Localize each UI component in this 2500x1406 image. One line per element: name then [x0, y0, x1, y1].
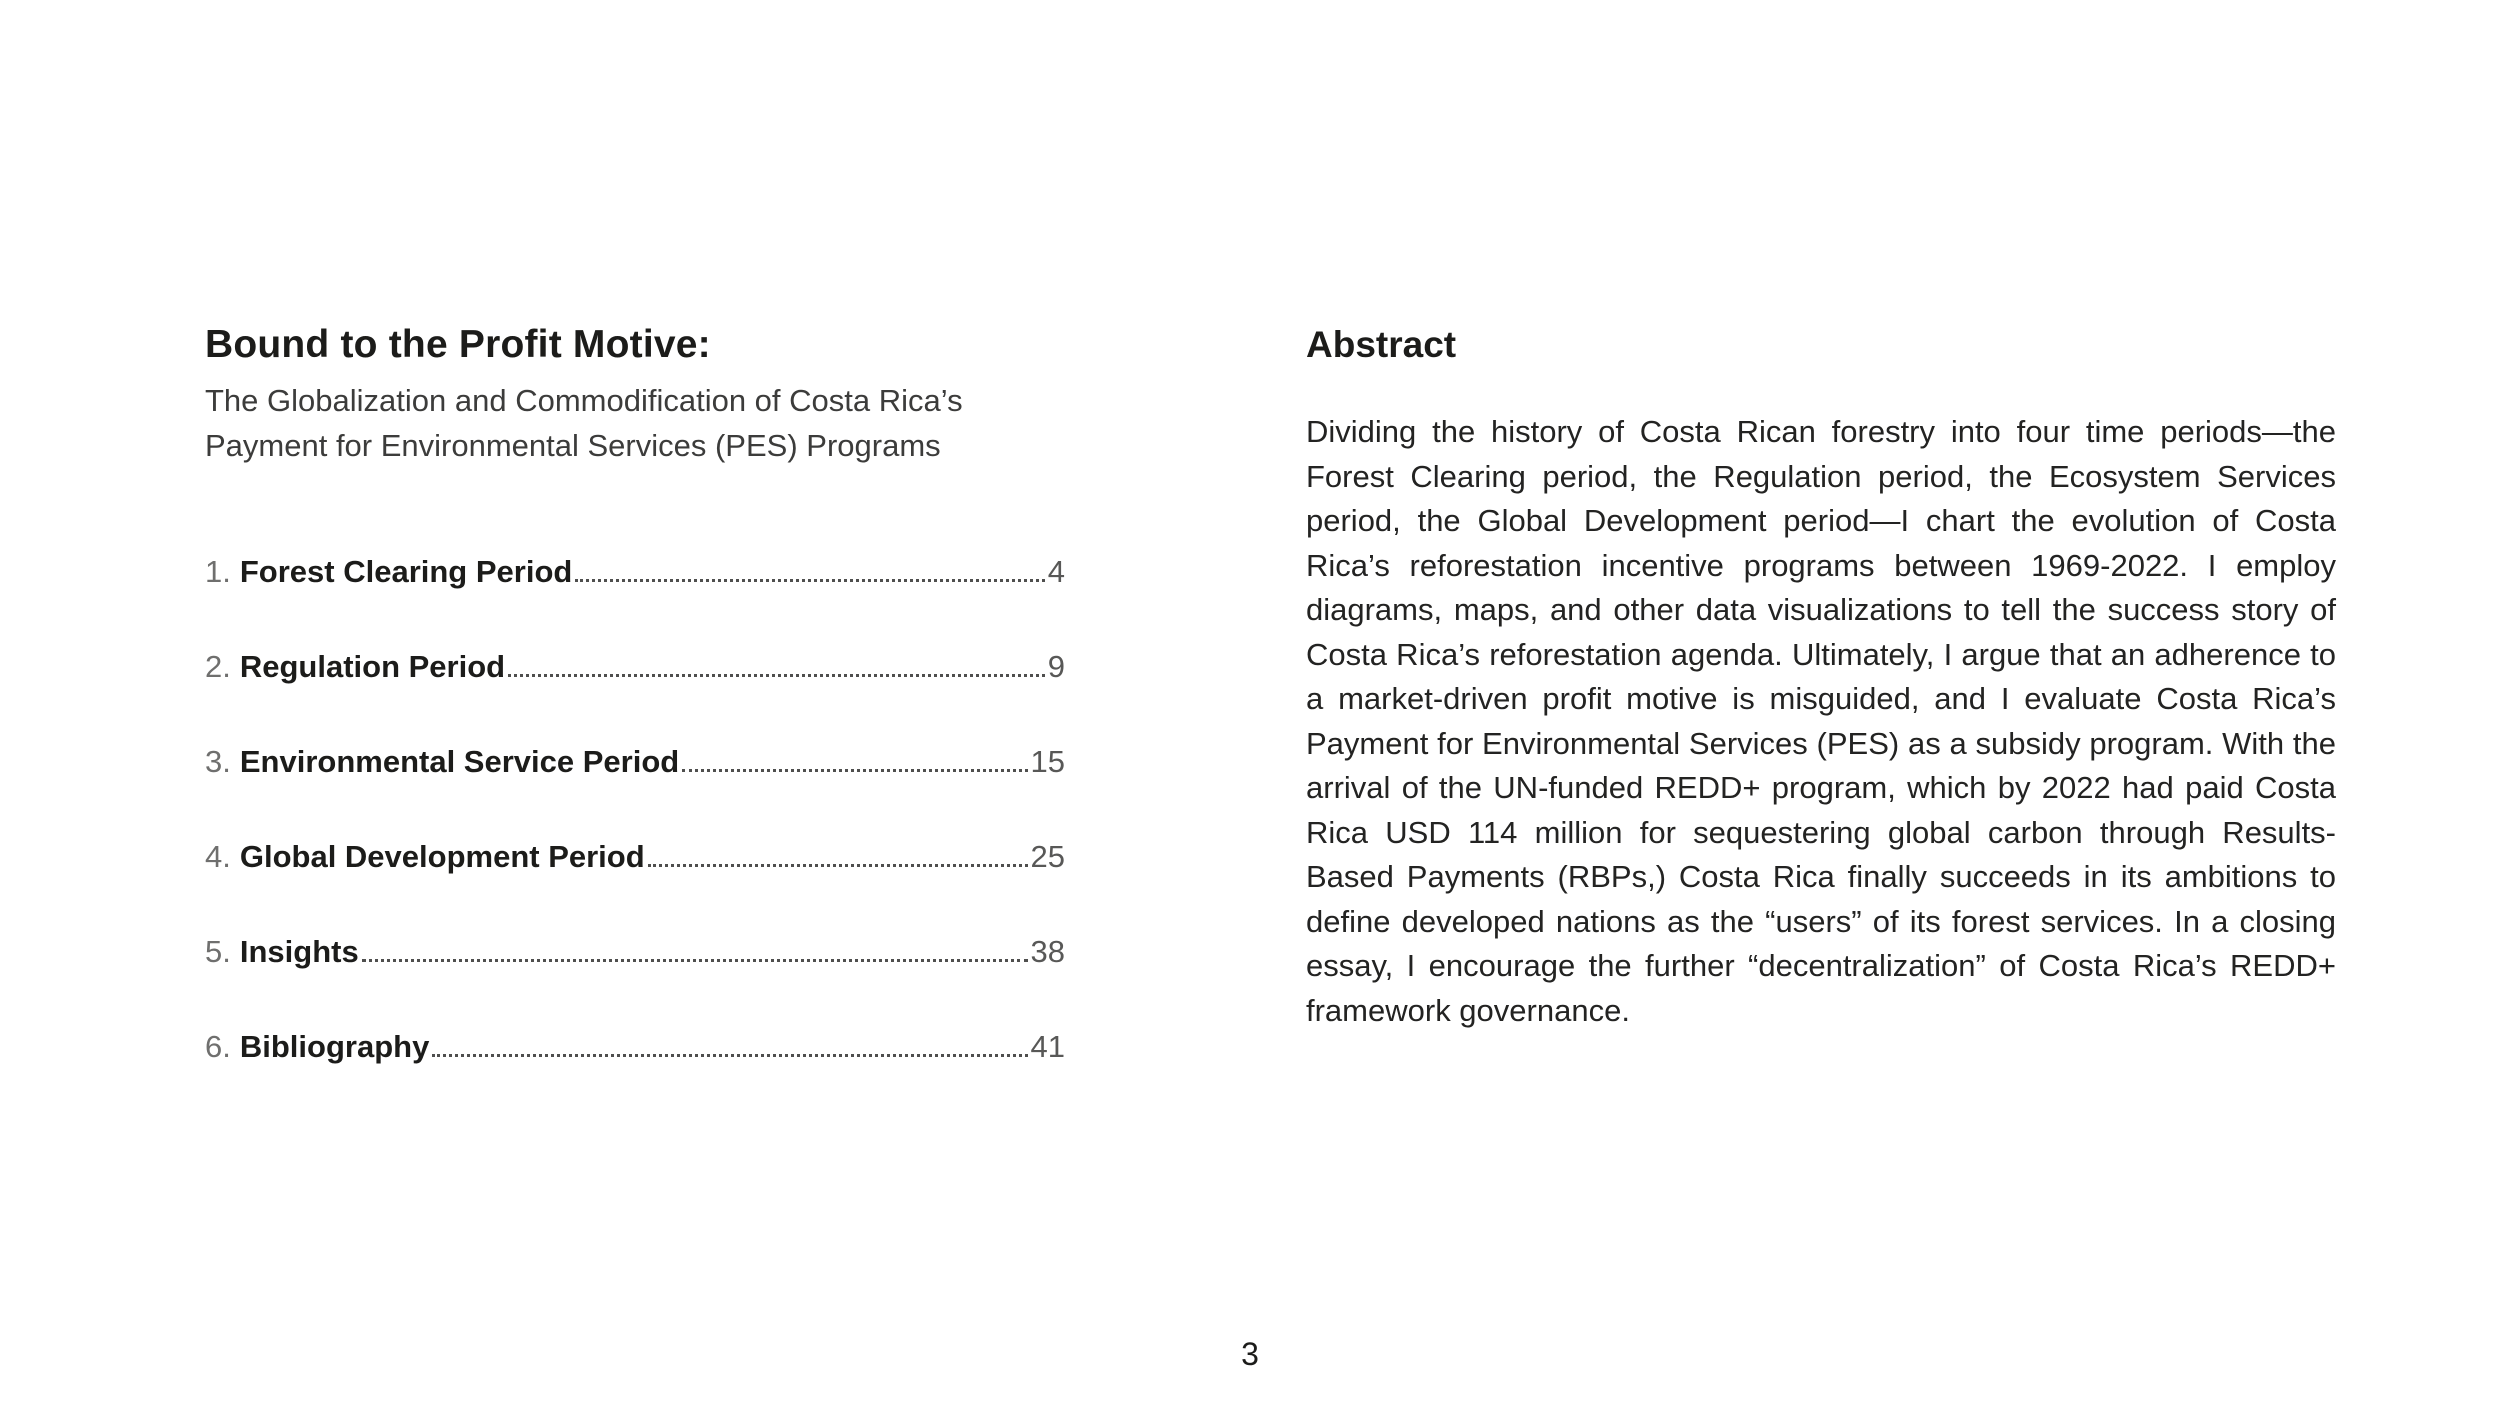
toc-entry-label: Insights [239, 934, 359, 969]
toc-entry-page: 15 [1030, 744, 1065, 779]
toc-entry-label: Environmental Service Period [239, 744, 680, 779]
document-subtitle: The Globalization and Commodification of Costa Rica’s Payment for Environmental Services (PES) Programs [205, 383, 963, 463]
toc-entry-number: 3. [205, 744, 231, 779]
toc-entry-page: 4 [1047, 554, 1065, 589]
toc-entry-page: 9 [1047, 649, 1065, 684]
toc-entry-page: 41 [1030, 1029, 1065, 1064]
title-and-toc-column [205, 320, 1070, 1069]
toc-dot-leader [432, 1054, 1027, 1057]
toc-entry-label: Bibliography [239, 1029, 430, 1064]
toc-entry[interactable] [205, 835, 1065, 879]
abstract-heading: Abstract [1306, 324, 1457, 365]
toc-entry-number: 4. [205, 839, 231, 874]
toc-entry-page: 38 [1030, 934, 1065, 969]
table-of-contents [205, 550, 1065, 1069]
toc-entry-number: 6. [205, 1029, 231, 1064]
document-title: Bound to the Profit Motive: [205, 323, 711, 366]
toc-entry-number: 5. [205, 934, 231, 969]
toc-entry[interactable] [205, 740, 1065, 784]
toc-dot-leader [508, 674, 1045, 677]
toc-entry-label: Regulation Period [239, 649, 506, 684]
toc-entry-number: 1. [205, 554, 231, 589]
toc-entry-page: 25 [1030, 839, 1065, 874]
toc-entry-number: 2. [205, 649, 231, 684]
toc-entry-label: Forest Clearing Period [239, 554, 573, 589]
abstract-column [1306, 320, 2336, 1033]
toc-dot-leader [575, 579, 1044, 582]
toc-entry[interactable] [205, 930, 1065, 974]
abstract-body: Dividing the history of Costa Rican forestry into four time periods—the Forest Clearing period, the Regulation period, the Ecosystem Services period, the Global Development period—I chart the evolution of Costa Rica’s reforestation incentive programs between 1969-2022. I employ diagrams, maps, and other data visualizations to tell the success story of Costa Rica’s reforestation agenda. Ultimately, I argue that an adherence to a market-driven profit motive is misguided, and I evaluate Costa Rica’s Payment for Environmental Services (PES) as a subsidy program. With the arrival of the UN-funded REDD+ program, which by 2022 had paid Costa Rica USD 114 million for sequestering global carbon through Results-Based Payments (RBPs,) Costa Rica finally succeeds in its ambitions to define developed nations as the “users” of its forest services. In a closing essay, I encourage the further “decentralization” of Costa Rica’s REDD+ framework governance. [1306, 414, 2336, 1028]
toc-dot-leader [362, 959, 1028, 962]
toc-entry[interactable] [205, 645, 1065, 689]
toc-entry[interactable] [205, 1025, 1065, 1069]
toc-entry-label: Global Development Period [239, 839, 645, 874]
toc-entry[interactable] [205, 550, 1065, 594]
toc-dot-leader [682, 769, 1027, 772]
page-number: 3 [1241, 1336, 1259, 1372]
toc-dot-leader [648, 864, 1028, 867]
